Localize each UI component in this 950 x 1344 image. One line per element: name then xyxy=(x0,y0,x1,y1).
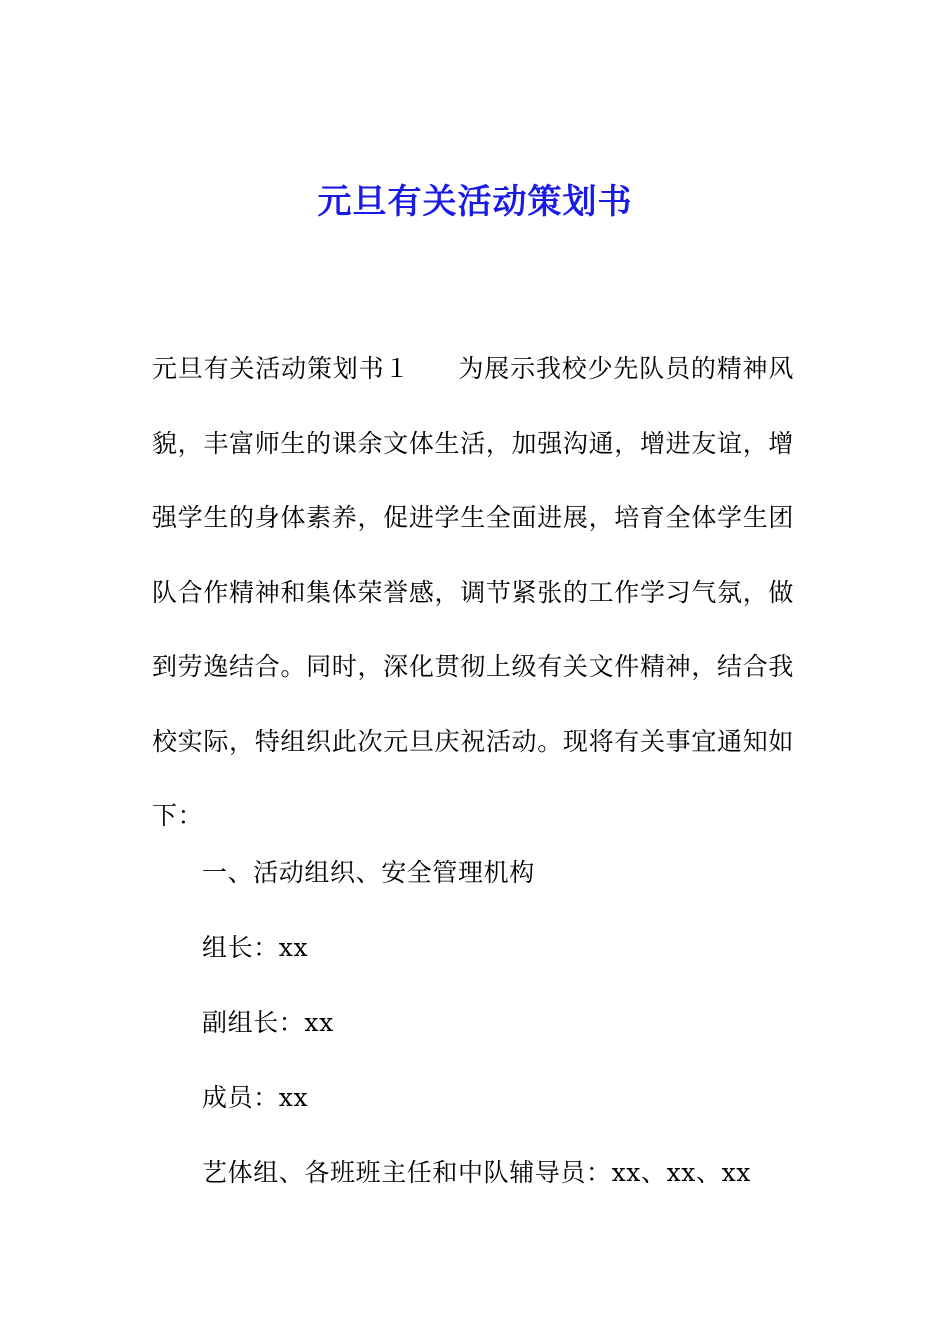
document-title: 元旦有关活动策划书 xyxy=(317,182,633,222)
group-leader-line: 组长：xx xyxy=(202,933,309,962)
intro-paragraph xyxy=(152,332,794,854)
members-line: 成员：xx xyxy=(202,1083,309,1112)
staff-line: 艺体组、各班班主任和中队辅导员：xx、xx、xx xyxy=(202,1158,751,1187)
deputy-leader-line: 副组长：xx xyxy=(202,1008,334,1037)
intro-heading: 元旦有关活动策划书１ xyxy=(152,354,411,383)
intro-body: 为展示我校少先队员的精神风貌，丰富师生的课余文体生活，加强沟通，增进友谊，增强学生的身体素养，促进学生全面进展，培育全体学生团队合作精神和集体荣誉感，调节紧张的工作学习气氛，做到劳逸结合。同时，深化贯彻上级有关文件精神，结合我校实际，特组织此次元旦庆祝活动。现将有关事宜通知如下： xyxy=(152,354,794,830)
section-heading: 一、活动组织、安全管理机构 xyxy=(202,858,535,887)
